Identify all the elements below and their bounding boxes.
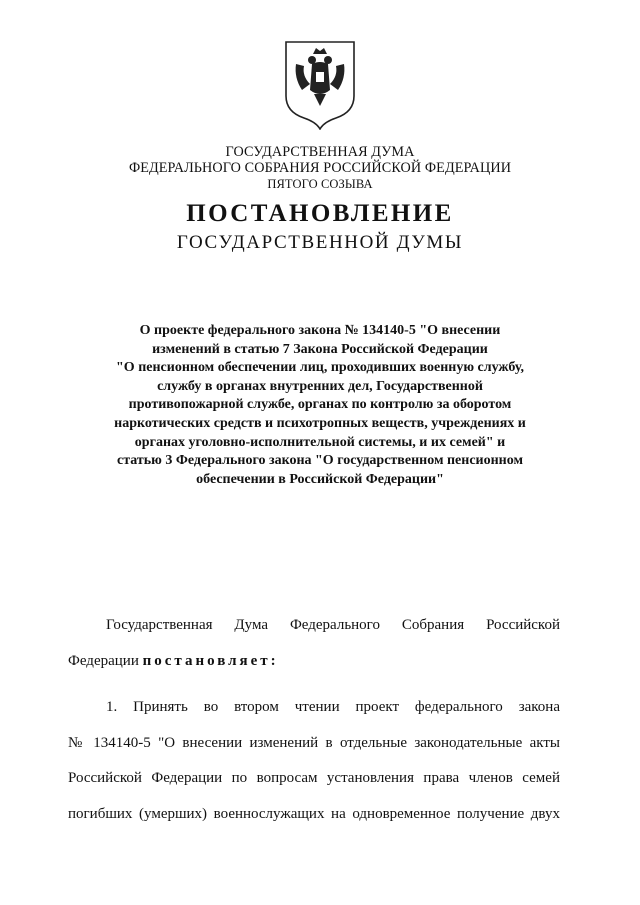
subject-line: О проекте федерального закона № 134140-5 "О внесении [139, 323, 501, 338]
subject-line: органах уголовно-исполнительной системы, и их семей" и [134, 434, 506, 450]
item-line: 1. Принять во втором чтении проект федерального закона [106, 699, 560, 715]
subject-line: обеспечении в Российской Федерации" [196, 471, 444, 487]
document-type-title: ПОСТАНОВЛЕНИЕ [186, 200, 454, 227]
preamble-text: Федерации [68, 653, 139, 669]
document-issuer: ГОСУДАРСТВЕННОЙ ДУМЫ [176, 232, 464, 253]
item-line: погибших (умерших) военнослужащих на одновременное получение двух [68, 806, 560, 822]
decree-word: постановляет: [142, 653, 279, 669]
subject-line: статью 3 Федерального закона "О государственном пенсионном [116, 453, 524, 469]
item-line: № 134140-5 "О внесении изменений в отдельные законодательные акты [68, 735, 560, 751]
header-line: ФЕДЕРАЛЬНОГО СОБРАНИЯ РОССИЙСКОЙ ФЕДЕРАЦИИ [128, 160, 512, 176]
header-line: ПЯТОГО СОЗЫВА [267, 177, 373, 191]
parliament-header [0, 144, 640, 192]
subject-line: изменений в статью 7 Закона Российской Федерации [152, 341, 488, 357]
subject-line: противопожарной службе, органах по контролю за оборотом [128, 397, 512, 413]
subject-line: службу в органах внутренних дел, Государственной [157, 378, 483, 394]
preamble-line-end [68, 651, 560, 671]
subject-line: наркотических средств и психотропных веществ, учреждениях и [114, 415, 526, 431]
header-line: ГОСУДАРСТВЕННАЯ ДУМА [225, 144, 415, 160]
item-line: Российской Федерации по вопросам установления права членов семей [68, 770, 560, 786]
state-emblem-icon [282, 38, 358, 130]
subject-block [70, 322, 570, 489]
subject-line: "О пенсионном обеспечении лиц, проходивших военную службу, [116, 360, 524, 376]
preamble-line: Государственная Дума Федерального Собрания Российской [106, 617, 560, 633]
